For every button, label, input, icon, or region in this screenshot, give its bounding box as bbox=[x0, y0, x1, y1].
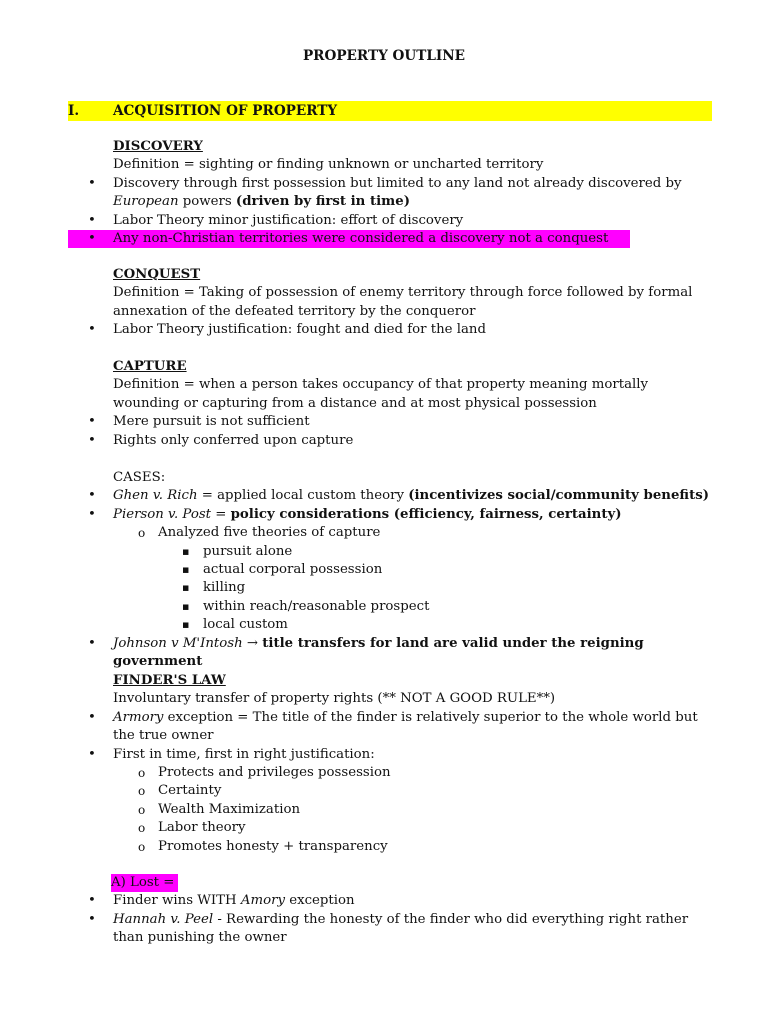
list-item: • Discovery through first possession but limited to any land not already discovered by European powers (driven by first in time) bbox=[68, 175, 712, 212]
list-item: o Labor theory bbox=[158, 819, 712, 837]
list-item-highlighted: • Any non-Christian territories were considered a discovery not a conquest bbox=[68, 230, 630, 248]
lost-heading: A) Lost = bbox=[111, 874, 178, 892]
list-item: • Labor Theory minor justification: effort of discovery bbox=[68, 212, 712, 230]
list-item: • Hannah v. Peel - Rewarding the honesty of the finder who did everything right rather than punishing the owner bbox=[68, 911, 712, 948]
theories-list bbox=[203, 543, 712, 635]
discovery-definition: Definition = sighting or finding unknown or uncharted territory bbox=[113, 157, 544, 173]
list-item: ▪ within reach/reasonable prospect bbox=[203, 598, 712, 616]
pierson-sublist bbox=[158, 524, 712, 634]
list-item: • Labor Theory justification: fought and died for the land bbox=[68, 321, 712, 339]
list-item: o Analyzed five theories of capture ▪ pursuit alone ▪ actual corporal possession ▪ killing ▪ within reach/reasonable prospect ▪ local custom bbox=[158, 524, 712, 634]
capture-heading: CAPTURE bbox=[113, 359, 187, 374]
conquest-heading: CONQUEST bbox=[113, 267, 201, 282]
list-item: • Armory exception = The title of the finder is relatively superior to the whole world but the true owner bbox=[68, 709, 712, 746]
discovery-heading: DISCOVERY bbox=[113, 139, 203, 154]
list-item: • Mere pursuit is not sufficient bbox=[68, 413, 712, 431]
page-title: PROPERTY OUTLINE bbox=[302, 48, 466, 64]
finders-list bbox=[68, 709, 712, 856]
finders-heading: FINDER'S LAW bbox=[113, 673, 226, 688]
list-item: ▪ pursuit alone bbox=[203, 543, 712, 561]
conquest-definition: Definition = Taking of possession of enemy territory through force followed by formal annexation of the defeated territory by the conqueror bbox=[113, 285, 693, 319]
list-item: • Finder wins WITH Amory exception bbox=[68, 892, 712, 910]
list-item: o Certainty bbox=[158, 782, 712, 800]
list-item: o Promotes honesty + transparency bbox=[158, 838, 712, 856]
finders-block bbox=[113, 672, 712, 856]
conquest-block bbox=[113, 266, 712, 340]
section-name: ACQUISITION OF PROPERTY bbox=[113, 103, 338, 119]
list-item: ▪ actual corporal possession bbox=[203, 561, 712, 579]
list-item: o Protects and privileges possession bbox=[158, 764, 712, 782]
section-heading bbox=[68, 101, 712, 121]
capture-definition: Definition = when a person takes occupancy of that property meaning mortally wounding or capturing from a distance and at most physical possession bbox=[113, 377, 649, 411]
conquest-list bbox=[68, 321, 712, 339]
finders-intro: Involuntary transfer of property rights (** NOT A GOOD RULE**) bbox=[113, 691, 556, 707]
capture-block bbox=[113, 358, 712, 450]
list-item: • Pierson v. Post = policy considerations (efficiency, fairness, certainty) o Analyzed five theories of capture ▪ pursuit alone ▪ actual corporal possession ▪ killing ▪ within reach/reasonable prospect ▪ local custom bbox=[68, 506, 712, 635]
list-item: ▪ killing bbox=[203, 579, 712, 597]
discovery-list bbox=[68, 175, 712, 249]
justification-sublist bbox=[158, 764, 712, 856]
lost-heading-row bbox=[113, 874, 712, 892]
list-item: • First in time, first in right justification: o Protects and privileges possession o Certainty o Wealth Maximization o Labor theory o Promotes honesty + transparency bbox=[68, 746, 712, 856]
list-item: • Johnson v M'Intosh → title transfers for land are valid under the reigning government bbox=[68, 635, 712, 672]
capture-list bbox=[68, 413, 712, 450]
lost-list bbox=[68, 892, 712, 947]
list-item: • Ghen v. Rich = applied local custom theory (incentivizes social/community benefits) bbox=[68, 487, 712, 505]
cases-list bbox=[68, 487, 712, 671]
list-item: o Wealth Maximization bbox=[158, 801, 712, 819]
cases-heading: CASES: bbox=[113, 470, 166, 485]
lost-block bbox=[113, 874, 712, 948]
list-item: ▪ local custom bbox=[203, 616, 712, 634]
cases-block bbox=[113, 469, 712, 671]
list-item: • Rights only conferred upon capture bbox=[68, 432, 712, 450]
discovery-block bbox=[113, 138, 712, 248]
section-number: I. bbox=[68, 103, 80, 119]
